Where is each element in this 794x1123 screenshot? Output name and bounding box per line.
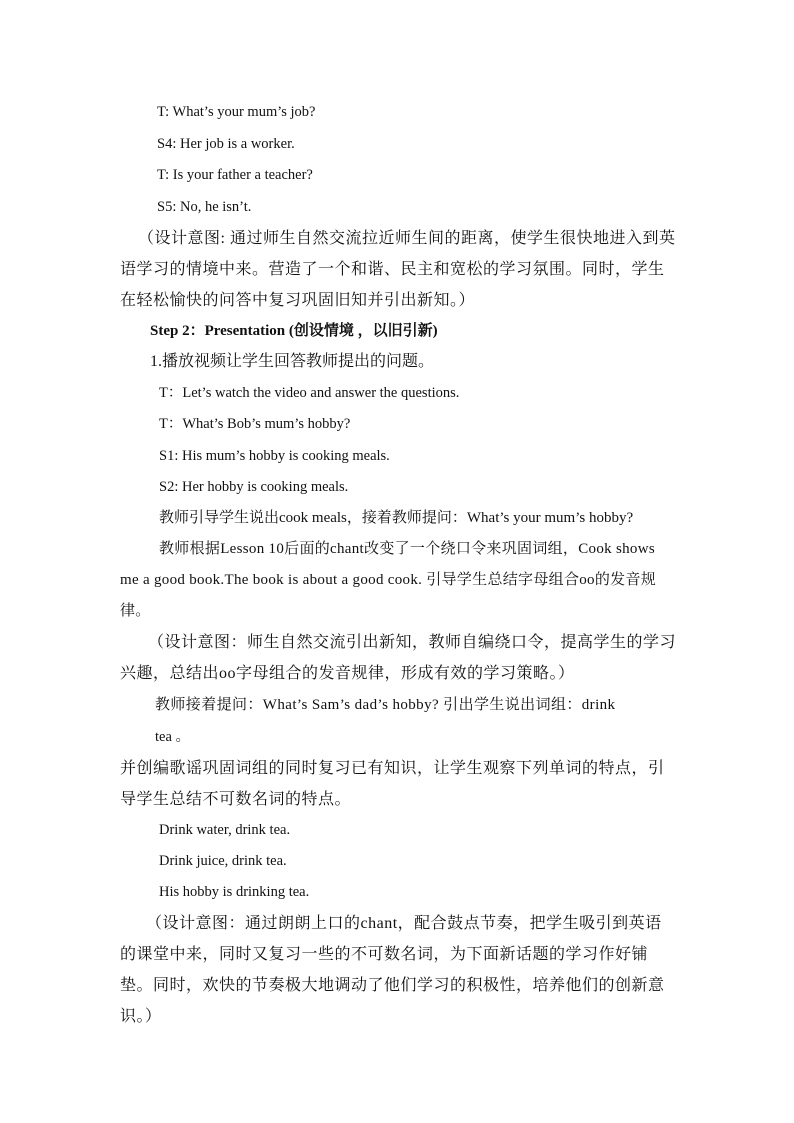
design-intent-paragraph: （设计意图：通过朗朗上口的chant，配合鼓点节奏，把学生吸引到英语的课堂中来，同时又复习一些的不可数名词，为下面新话题的学习作好铺垫。同时，欢快的节奏极大地调动了他们学习的积极性，培养他们的创新意识。） [120,915,665,1025]
chant-line: Drink water, drink tea. [159,822,291,838]
list-item: 1.播放视频让学生回答教师提出的问题。 [150,353,435,370]
teaching-step-text: 教师引导学生说出cook meals，接着教师提问：What’s your mum’s hobby? [159,510,634,526]
dialog-line: S2: Her hobby is cooking meals. [159,479,349,495]
dialog-line: T: Is your father a teacher? [157,167,313,183]
design-intent-paragraph: （设计意图: 通过师生自然交流拉近师生间的距离，使学生很快地进入到英语学习的情境中来。营造了一个和谐、民主和宽松的学习氛围。同时，学生在轻松愉快的问答中复习巩固旧知并引出新知。） [120,230,676,309]
dialog-line: T：What’s Bob’s mum’s hobby? [159,416,351,432]
teaching-step-paragraph: 并创编歌谣巩固词组的同时复习已有知识，让学生观察下列单词的特点，引导学生总结不可数名词的特点。 [120,760,665,808]
dialog-line: S1: His mum’s hobby is cooking meals. [159,448,390,464]
teaching-step-text: tea 。 [155,729,191,745]
dialog-line: S5: No, he isn’t. [157,199,252,215]
dialog-line: T: What’s your mum’s job? [157,104,316,120]
dialog-line: T：Let’s watch the video and answer the questions. [159,385,460,401]
step-heading: Step 2：Presentation (创设情境 ，以旧引新) [150,323,438,339]
dialog-line: S4: Her job is a worker. [157,136,295,152]
design-intent-paragraph: （设计意图：师生自然交流引出新知，教师自编绕口令，提高学生的学习兴趣，总结出oo字母组合的发音规律，形成有效的学习策略。） [120,634,677,682]
chant-line: His hobby is drinking tea. [159,884,310,900]
chant-line: Drink juice, drink tea. [159,853,287,869]
teaching-step-paragraph: 教师根据Lesson 10后面的chant改变了一个绕口令来巩固词组，Cook shows me a good book.The book is about a good cook. 引导学生总结字母组合oo的发音规律。 [120,541,657,619]
teaching-step-text: 教师接着提问：What’s Sam’s dad’s hobby? 引出学生说出词组：drink [155,697,616,713]
